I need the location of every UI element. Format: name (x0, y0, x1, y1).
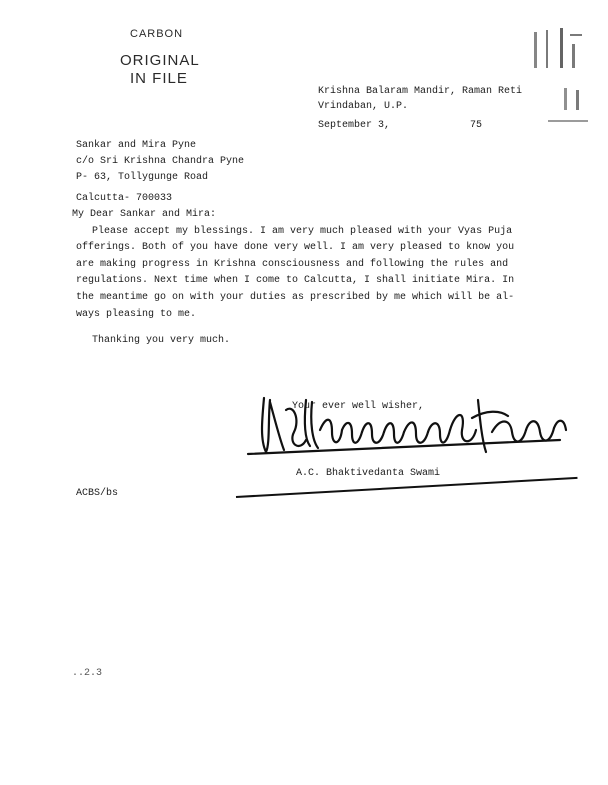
recipient-city: Calcutta- 700033 (76, 193, 173, 204)
reference-initials: ACBS/bs (76, 488, 119, 499)
valediction: Your ever well wisher, (292, 401, 425, 412)
body-line-6: ways pleasing to me. (76, 309, 197, 320)
closing-thanks: Thanking you very much. (92, 335, 231, 346)
recipient-care-of: c/o Sri Krishna Chandra Pyne (76, 156, 245, 167)
recipient-name: Sankar and Mira Pyne (76, 140, 197, 151)
letter-date-year: 75 (470, 120, 483, 131)
carbon-stamp: CARBON (130, 28, 184, 40)
sender-address-line1: Krishna Balaram Mandir, Raman Reti (318, 86, 523, 97)
original-stamp-line2: IN FILE (130, 70, 188, 87)
recipient-street: P- 63, Tollygunge Road (76, 172, 209, 183)
body-line-5: the meantime go on with your duties as prescribed by me which will be al- (76, 292, 515, 303)
signature-name: A.C. Bhaktivedanta Swami (296, 468, 441, 479)
letter-date: September 3, (318, 120, 391, 131)
sender-address-line2: Vrindaban, U.P. (318, 101, 409, 112)
body-line-1: Please accept my blessings. I am very much pleased with your Vyas Puja (92, 226, 513, 237)
body-line-2: offerings. Both of you have done very well. I am very pleased to know you (76, 242, 515, 253)
footer-mark: ..2.3 (72, 668, 103, 679)
salutation: My Dear Sankar and Mira: (72, 209, 217, 220)
body-line-3: are making progress in Krishna consciousness and following the rules and (76, 259, 509, 270)
original-stamp-line1: ORIGINAL (120, 52, 200, 69)
body-line-4: regulations. Next time when I come to Calcutta, I shall initiate Mira. In (76, 275, 515, 286)
